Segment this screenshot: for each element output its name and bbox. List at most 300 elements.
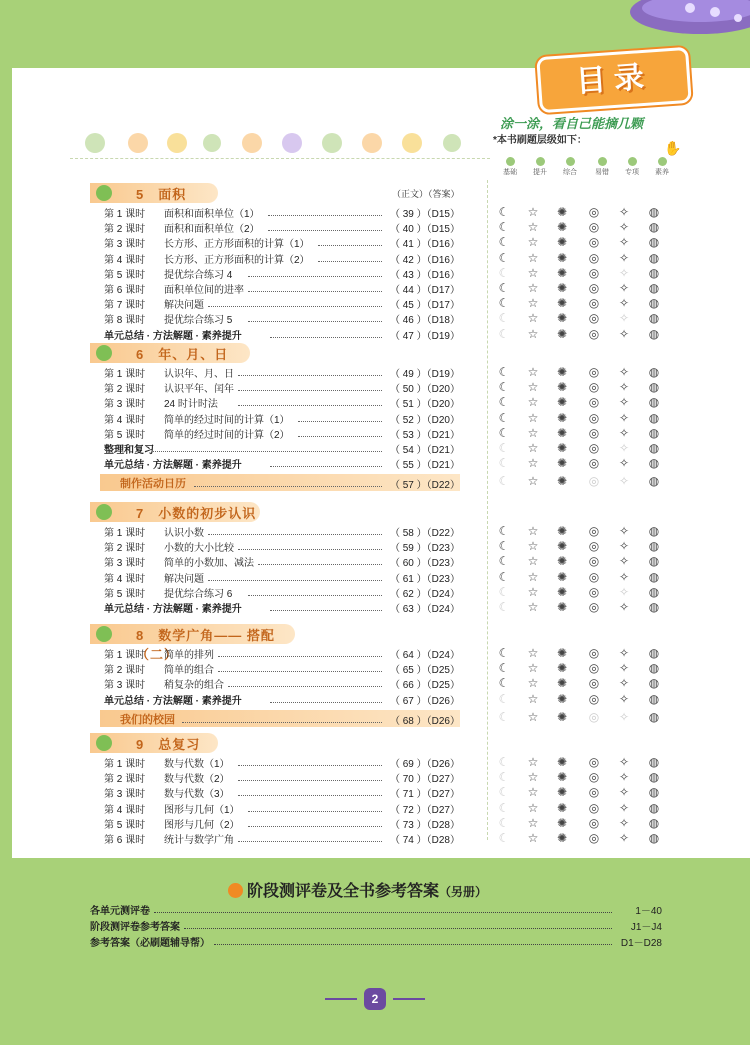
level-5-icon[interactable]: ✧ [618, 539, 630, 554]
level-4-icon[interactable]: ◎ [588, 410, 600, 425]
level-5-icon[interactable]: ✧ [618, 365, 630, 379]
level-1-icon[interactable]: ☾ [498, 326, 510, 341]
level-1-icon[interactable]: ☾ [498, 205, 510, 219]
lesson-label: 单元总结 · 方法解题 · 素养提升 [104, 460, 242, 472]
level-6-icon[interactable]: ◍ [648, 539, 660, 554]
lesson-page: （ 64 ）（D24） [389, 650, 460, 661]
level-3-icon[interactable]: ✺ [556, 311, 568, 326]
unit-header[interactable] [90, 343, 250, 363]
divider [325, 998, 357, 1000]
level-4-icon[interactable]: ◎ [588, 220, 600, 235]
lesson-row[interactable] [104, 311, 460, 326]
level-1-icon[interactable]: ☾ [498, 554, 510, 569]
level-5-icon[interactable]: ✧ [618, 380, 630, 395]
lesson-row[interactable] [104, 676, 460, 691]
level-1-icon[interactable]: ☾ [498, 311, 510, 326]
lesson-page: （ 46 ）（D18） [389, 315, 460, 327]
level-2-icon[interactable]: ☆ [527, 220, 539, 235]
level-5-icon[interactable]: ✧ [618, 755, 630, 769]
lesson-row[interactable] [104, 441, 460, 456]
lesson-row[interactable] [104, 365, 460, 380]
level-2-icon[interactable]: ☆ [527, 281, 539, 295]
level-1-icon[interactable]: ☾ [498, 380, 510, 395]
level-1-icon[interactable]: ☾ [498, 831, 510, 845]
unit-title: 5 面积 [136, 187, 187, 202]
level-4-icon[interactable]: ◎ [588, 474, 600, 489]
level-2-icon[interactable]: ☆ [527, 456, 539, 471]
level-3-icon[interactable]: ✺ [556, 755, 568, 769]
level-2-icon[interactable]: ☆ [527, 554, 539, 569]
lesson-row[interactable] [104, 395, 460, 410]
level-3-icon[interactable]: ✺ [556, 474, 568, 489]
lesson-row[interactable] [104, 585, 460, 600]
lesson-name: 长方形、正方形面积的计算（1） [164, 239, 310, 251]
difficulty-marks [497, 205, 667, 220]
level-4-icon[interactable]: ◎ [588, 311, 600, 326]
dot-leader [218, 671, 382, 672]
level-1-icon[interactable]: ☾ [498, 235, 510, 250]
level-5-icon[interactable]: ✧ [618, 395, 630, 410]
lesson-row[interactable] [104, 327, 460, 342]
level-5-icon[interactable]: ✧ [618, 441, 630, 455]
level-4-icon[interactable]: ◎ [588, 425, 600, 440]
level-6-icon[interactable]: ◍ [648, 600, 660, 614]
level-6-icon[interactable]: ◍ [648, 235, 660, 250]
level-3-icon[interactable]: ✺ [556, 265, 568, 280]
level-5-icon[interactable]: ✧ [618, 296, 630, 311]
level-5-icon[interactable]: ✧ [618, 661, 630, 676]
level-2-icon[interactable]: ☆ [527, 524, 539, 538]
level-3-icon[interactable]: ✺ [556, 815, 568, 830]
level-2-icon[interactable]: ☆ [527, 785, 539, 800]
level-2-icon[interactable]: ☆ [527, 676, 539, 691]
lesson-name: 数与代数（1） [164, 759, 230, 770]
dot-leader [184, 928, 612, 929]
level-5-icon[interactable]: ✧ [618, 770, 630, 785]
dot-leader [248, 826, 382, 827]
level-2-icon[interactable]: ☆ [527, 709, 539, 724]
level-1-icon[interactable]: ☾ [498, 709, 510, 724]
difficulty-marks [497, 570, 667, 585]
level-6-icon[interactable]: ◍ [648, 410, 660, 425]
level-6-icon[interactable]: ◍ [648, 220, 660, 235]
level-5-icon[interactable]: ✧ [618, 554, 630, 569]
level-6-icon[interactable]: ◍ [648, 326, 660, 341]
level-3-icon[interactable]: ✺ [556, 380, 568, 395]
level-3-icon[interactable]: ✺ [556, 569, 568, 584]
level-2-icon[interactable]: ☆ [527, 646, 539, 660]
legend-item: 提升 [525, 157, 555, 177]
level-6-icon[interactable]: ◍ [648, 395, 660, 410]
level-5-icon[interactable]: ✧ [618, 456, 630, 471]
level-4-icon[interactable]: ◎ [588, 380, 600, 395]
lesson-row[interactable] [104, 755, 460, 770]
level-1-icon[interactable]: ☾ [498, 395, 510, 410]
level-4-icon[interactable]: ◎ [588, 755, 600, 769]
lesson-name: 解决问题 [164, 573, 204, 585]
lesson-name: 数与代数（3） [164, 789, 230, 801]
difficulty-marks [497, 235, 667, 250]
level-1-icon[interactable]: ☾ [498, 296, 510, 311]
level-3-icon[interactable]: ✺ [556, 220, 568, 235]
level-2-icon[interactable]: ☆ [527, 770, 539, 785]
level-1-icon[interactable]: ☾ [498, 569, 510, 584]
column-header: （正文）（答案） [392, 189, 460, 199]
level-5-icon[interactable]: ✧ [618, 709, 630, 724]
lesson-row[interactable] [104, 692, 460, 707]
level-2-icon[interactable]: ☆ [527, 265, 539, 280]
level-6-icon[interactable]: ◍ [648, 205, 660, 219]
dot-leader [194, 486, 382, 487]
level-1-icon[interactable]: ☾ [498, 425, 510, 440]
level-5-icon[interactable]: ✧ [618, 524, 630, 538]
level-1-icon[interactable]: ☾ [498, 676, 510, 691]
lesson-label: 第 2 课时 [104, 543, 146, 555]
level-1-icon[interactable]: ☾ [498, 600, 510, 614]
level-4-icon[interactable]: ◎ [588, 676, 600, 691]
unit-header[interactable] [90, 502, 260, 522]
activity-row[interactable] [100, 710, 460, 727]
level-3-icon[interactable]: ✺ [556, 831, 568, 845]
level-3-icon[interactable]: ✺ [556, 770, 568, 785]
level-6-icon[interactable]: ◍ [648, 676, 660, 691]
level-3-icon[interactable]: ✺ [556, 441, 568, 455]
level-2-icon[interactable]: ☆ [527, 569, 539, 584]
level-2-icon[interactable]: ☆ [527, 661, 539, 676]
level-6-icon[interactable]: ◍ [648, 456, 660, 471]
lesson-row[interactable] [104, 266, 460, 281]
legend-title: *本书刷题层级如下： [493, 135, 587, 146]
lesson-page: （ 67 ）（D26） [389, 695, 460, 707]
level-2-icon[interactable]: ☆ [527, 365, 539, 379]
level-2-icon[interactable]: ☆ [527, 815, 539, 830]
level-1-icon[interactable]: ☾ [498, 646, 510, 660]
lesson-name: 简单的经过时间的计算（2） [164, 429, 290, 441]
level-1-icon[interactable]: ☾ [498, 785, 510, 800]
level-3-icon[interactable]: ✺ [556, 281, 568, 295]
level-2-icon[interactable]: ☆ [527, 410, 539, 425]
level-4-icon[interactable]: ◎ [588, 296, 600, 311]
level-2-icon[interactable]: ☆ [527, 311, 539, 326]
appendix-title: 阶段测评卷及全书参考答案（另册） [228, 878, 487, 901]
level-2-icon[interactable]: ☆ [527, 326, 539, 341]
level-6-icon[interactable]: ◍ [648, 554, 660, 569]
level-5-icon[interactable]: ✧ [618, 815, 630, 830]
level-1-icon[interactable]: ☾ [498, 584, 510, 599]
level-6-icon[interactable]: ◍ [648, 265, 660, 280]
lesson-row[interactable] [104, 235, 460, 250]
level-2-icon[interactable]: ☆ [527, 441, 539, 455]
lesson-page: （ 39 ）（D15） [389, 209, 460, 220]
level-4-icon[interactable]: ◎ [588, 646, 600, 660]
lesson-row[interactable] [104, 600, 460, 615]
level-4-icon[interactable]: ◎ [588, 709, 600, 724]
level-3-icon[interactable]: ✺ [556, 524, 568, 538]
level-1-icon[interactable]: ☾ [498, 365, 510, 379]
level-4-icon[interactable]: ◎ [588, 554, 600, 569]
level-6-icon[interactable]: ◍ [648, 691, 660, 706]
level-3-icon[interactable]: ✺ [556, 250, 568, 265]
level-4-icon[interactable]: ◎ [588, 770, 600, 785]
unit-header[interactable] [90, 733, 218, 753]
level-2-icon[interactable]: ☆ [527, 395, 539, 410]
level-1-icon[interactable]: ☾ [498, 456, 510, 471]
level-4-icon[interactable]: ◎ [588, 395, 600, 410]
level-5-icon[interactable]: ✧ [618, 311, 630, 326]
unit-header[interactable] [90, 183, 218, 203]
level-4-icon[interactable]: ◎ [588, 441, 600, 455]
level-5-icon[interactable]: ✧ [618, 326, 630, 341]
dot-leader [268, 230, 382, 231]
level-4-icon[interactable]: ◎ [588, 569, 600, 584]
level-3-icon[interactable]: ✺ [556, 205, 568, 219]
dot-leader [248, 811, 382, 812]
level-2-icon[interactable]: ☆ [527, 205, 539, 219]
level-3-icon[interactable]: ✺ [556, 425, 568, 440]
level-3-icon[interactable]: ✺ [556, 326, 568, 341]
level-6-icon[interactable]: ◍ [648, 474, 660, 489]
level-6-icon[interactable]: ◍ [648, 250, 660, 265]
level-3-icon[interactable]: ✺ [556, 661, 568, 676]
level-1-icon[interactable]: ☾ [498, 441, 510, 455]
level-4-icon[interactable]: ◎ [588, 661, 600, 676]
level-2-icon[interactable]: ☆ [527, 250, 539, 265]
level-6-icon[interactable]: ◍ [648, 815, 660, 830]
level-2-icon[interactable]: ☆ [527, 425, 539, 440]
lesson-row[interactable] [104, 554, 460, 569]
lesson-row[interactable] [104, 380, 460, 395]
level-1-icon[interactable]: ☾ [498, 755, 510, 769]
level-4-icon[interactable]: ◎ [588, 831, 600, 845]
level-5-icon[interactable]: ✧ [618, 265, 630, 280]
dot-leader [214, 944, 612, 945]
level-6-icon[interactable]: ◍ [648, 661, 660, 676]
level-4-icon[interactable]: ◎ [588, 691, 600, 706]
toc-title-badge: 目录 [536, 47, 692, 113]
dot-leader [182, 722, 382, 723]
lesson-label: 单元总结 · 方法解题 · 素养提升 [104, 695, 242, 707]
level-3-icon[interactable]: ✺ [556, 646, 568, 660]
level-4-icon[interactable]: ◎ [588, 539, 600, 554]
lesson-page: （ 42 ）（D16） [389, 254, 460, 266]
level-1-icon[interactable]: ☾ [498, 410, 510, 425]
difficulty-marks [497, 600, 667, 615]
level-2-icon[interactable]: ☆ [527, 755, 539, 769]
lesson-row[interactable] [104, 251, 460, 266]
level-3-icon[interactable]: ✺ [556, 691, 568, 706]
lesson-label: 第 6 课时 [104, 285, 146, 296]
level-4-icon[interactable]: ◎ [588, 365, 600, 379]
level-3-icon[interactable]: ✺ [556, 584, 568, 599]
level-6-icon[interactable]: ◍ [648, 425, 660, 440]
level-3-icon[interactable]: ✺ [556, 410, 568, 425]
level-6-icon[interactable]: ◍ [648, 524, 660, 538]
level-1-icon[interactable]: ☾ [498, 815, 510, 830]
level-4-icon[interactable]: ◎ [588, 456, 600, 471]
level-1-icon[interactable]: ☾ [498, 265, 510, 280]
lesson-page: （ 63 ）（D24） [389, 604, 460, 615]
level-6-icon[interactable]: ◍ [648, 281, 660, 295]
level-3-icon[interactable]: ✺ [556, 785, 568, 800]
level-4-icon[interactable]: ◎ [588, 584, 600, 599]
difficulty-marks [497, 585, 667, 600]
level-1-icon[interactable]: ☾ [498, 539, 510, 554]
level-1-icon[interactable]: ☾ [498, 220, 510, 235]
lesson-page: （ 62 ）（D24） [389, 588, 460, 600]
appendix-row[interactable] [90, 918, 662, 933]
level-5-icon[interactable]: ✧ [618, 800, 630, 815]
level-4-icon[interactable]: ◎ [588, 785, 600, 800]
level-1-icon[interactable]: ☾ [498, 524, 510, 538]
level-2-icon[interactable]: ☆ [527, 474, 539, 489]
lesson-label: 第 5 课时 [104, 269, 146, 281]
level-2-icon[interactable]: ☆ [527, 539, 539, 554]
level-5-icon[interactable]: ✧ [618, 281, 630, 295]
level-1-icon[interactable]: ☾ [498, 691, 510, 706]
level-6-icon[interactable]: ◍ [648, 755, 660, 769]
level-4-icon[interactable]: ◎ [588, 524, 600, 538]
lesson-label: 第 4 课时 [104, 804, 146, 816]
level-6-icon[interactable]: ◍ [648, 646, 660, 660]
lesson-row[interactable] [104, 426, 460, 441]
level-2-icon[interactable]: ☆ [527, 831, 539, 845]
level-6-icon[interactable]: ◍ [648, 311, 660, 326]
unit-title: 8 数学广角—— 搭配（二） [136, 628, 275, 662]
level-4-icon[interactable]: ◎ [588, 815, 600, 830]
lesson-label: 第 5 课时 [104, 588, 146, 600]
level-1-icon[interactable]: ☾ [498, 281, 510, 295]
lesson-row[interactable] [104, 281, 460, 296]
lesson-row[interactable] [104, 816, 460, 831]
level-2-icon[interactable]: ☆ [527, 800, 539, 815]
level-5-icon[interactable]: ✧ [618, 205, 630, 219]
level-4-icon[interactable]: ◎ [588, 265, 600, 280]
difficulty-marks [497, 816, 667, 831]
lesson-page: （ 41 ）（D16） [389, 239, 460, 251]
level-6-icon[interactable]: ◍ [648, 584, 660, 599]
level-1-icon[interactable]: ☾ [498, 250, 510, 265]
level-1-icon[interactable]: ☾ [498, 474, 510, 489]
level-6-icon[interactable]: ◍ [648, 365, 660, 379]
level-3-icon[interactable]: ✺ [556, 296, 568, 311]
level-5-icon[interactable]: ✧ [618, 584, 630, 599]
level-5-icon[interactable]: ✧ [618, 474, 630, 489]
level-2-icon[interactable]: ☆ [527, 691, 539, 706]
dot-leader [270, 466, 382, 467]
lesson-label: 第 2 课时 [104, 384, 146, 396]
level-4-icon[interactable]: ◎ [588, 600, 600, 614]
level-6-icon[interactable]: ◍ [648, 380, 660, 395]
level-2-icon[interactable]: ☆ [527, 584, 539, 599]
level-4-icon[interactable]: ◎ [588, 281, 600, 295]
activity-row[interactable] [100, 474, 460, 491]
level-4-icon[interactable]: ◎ [588, 235, 600, 250]
lesson-label: 第 3 课时 [104, 399, 146, 411]
dot-leader [238, 390, 382, 391]
lesson-row[interactable] [104, 539, 460, 554]
lesson-row[interactable] [104, 296, 460, 311]
lesson-row[interactable] [104, 570, 460, 585]
appendix-page: D1－D28 [620, 938, 662, 949]
level-3-icon[interactable]: ✺ [556, 600, 568, 614]
level-3-icon[interactable]: ✺ [556, 676, 568, 691]
level-6-icon[interactable]: ◍ [648, 770, 660, 785]
level-3-icon[interactable]: ✺ [556, 709, 568, 724]
level-6-icon[interactable]: ◍ [648, 709, 660, 724]
level-3-icon[interactable]: ✺ [556, 554, 568, 569]
level-4-icon[interactable]: ◎ [588, 800, 600, 815]
level-6-icon[interactable]: ◍ [648, 296, 660, 311]
level-3-icon[interactable]: ✺ [556, 365, 568, 379]
appendix-row[interactable] [90, 934, 662, 949]
lesson-row[interactable] [104, 456, 460, 471]
level-4-icon[interactable]: ◎ [588, 250, 600, 265]
dot-leader [238, 780, 382, 781]
level-3-icon[interactable]: ✺ [556, 456, 568, 471]
level-5-icon[interactable]: ✧ [618, 569, 630, 584]
lesson-row[interactable] [104, 770, 460, 785]
level-5-icon[interactable]: ✧ [618, 220, 630, 235]
level-1-icon[interactable]: ☾ [498, 770, 510, 785]
level-2-icon[interactable]: ☆ [527, 296, 539, 311]
level-1-icon[interactable]: ☾ [498, 661, 510, 676]
level-5-icon[interactable]: ✧ [618, 646, 630, 660]
level-6-icon[interactable]: ◍ [648, 441, 660, 455]
level-5-icon[interactable]: ✧ [618, 831, 630, 845]
dot-leader [270, 610, 382, 611]
level-4-icon[interactable]: ◎ [588, 205, 600, 219]
level-5-icon[interactable]: ✧ [618, 425, 630, 440]
level-3-icon[interactable]: ✺ [556, 800, 568, 815]
dot-leader [270, 702, 382, 703]
lesson-row[interactable] [104, 661, 460, 676]
level-5-icon[interactable]: ✧ [618, 250, 630, 265]
lesson-label: 第 1 课时 [104, 369, 146, 380]
lesson-row[interactable] [104, 801, 460, 816]
lesson-row[interactable] [104, 220, 460, 235]
book-icon [228, 883, 243, 898]
level-5-icon[interactable]: ✧ [618, 235, 630, 250]
level-5-icon[interactable]: ✧ [618, 691, 630, 706]
lesson-row[interactable] [104, 831, 460, 846]
level-6-icon[interactable]: ◍ [648, 831, 660, 845]
difficulty-marks [497, 661, 667, 676]
level-3-icon[interactable]: ✺ [556, 539, 568, 554]
dot-leader [270, 337, 382, 338]
lesson-row[interactable] [104, 785, 460, 800]
level-5-icon[interactable]: ✧ [618, 785, 630, 800]
lesson-row[interactable] [104, 411, 460, 426]
level-5-icon[interactable]: ✧ [618, 410, 630, 425]
level-5-icon[interactable]: ✧ [618, 600, 630, 614]
level-6-icon[interactable]: ◍ [648, 800, 660, 815]
level-2-icon[interactable]: ☆ [527, 235, 539, 250]
lesson-row[interactable] [104, 205, 460, 220]
level-3-icon[interactable]: ✺ [556, 235, 568, 250]
level-2-icon[interactable]: ☆ [527, 380, 539, 395]
difficulty-marks [497, 220, 667, 235]
level-2-icon[interactable]: ☆ [527, 600, 539, 614]
lesson-row[interactable] [104, 646, 460, 661]
lesson-row[interactable] [104, 524, 460, 539]
level-1-icon[interactable]: ☾ [498, 800, 510, 815]
level-4-icon[interactable]: ◎ [588, 326, 600, 341]
level-5-icon[interactable]: ✧ [618, 676, 630, 691]
appendix-row[interactable] [90, 902, 662, 917]
level-6-icon[interactable]: ◍ [648, 785, 660, 800]
level-6-icon[interactable]: ◍ [648, 569, 660, 584]
level-3-icon[interactable]: ✺ [556, 395, 568, 410]
